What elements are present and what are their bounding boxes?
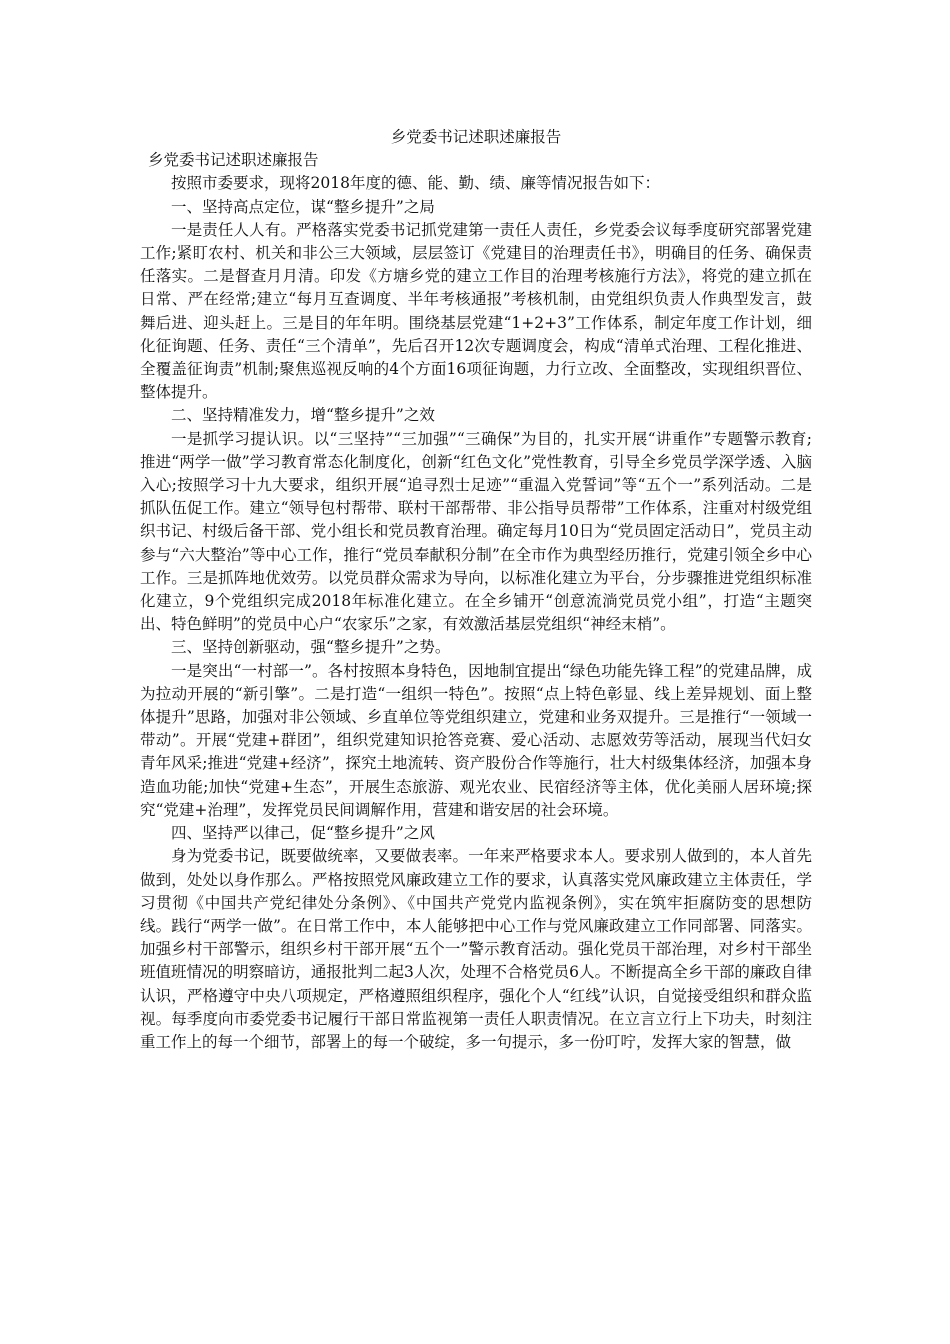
section-heading-1: 一、坚持高点定位，谋“整乡提升”之局 <box>171 197 435 216</box>
document-body <box>140 126 812 1054</box>
section-heading-3: 三、坚持创新驱动，强“整乡提升”之势。 <box>171 638 451 657</box>
section-heading-4: 四、坚持严以律己，促“整乡提升”之风 <box>171 824 435 843</box>
section-body-2: 一是抓学习提认识。以“三坚持”“三加强”“三确保”为目的，扎实开展“讲重作”专题警示教育;推进“两学一做”学习教育常态化制度化，创新“红色文化”党性教育，引导全乡党员学深学透、入脑入心;按照学习十九大要求，组织开展“追寻烈士足迹”“重温入党誓词”等“五个一”系列活动。二是抓队伍促工作。建立“领导包村帮带、联村干部帮带、非公指导员帮带”工作体系，注重对村级党组织书记、村级后备干部、党小组长和党员教育治理。确定每月10日为“党员固定活动日”，党员主动参与“六大整治”等中心工作，推行“党员奉献积分制”在全市作为典型经历推行，党建引领全乡中心工作。三是抓阵地优效劳。以党员群众需求为导向，以标准化建立为平台，分步骤推进党组织标准化建立，9个党组织完成2018年标准化建立。在全乡铺开“创意流淌党员党小组”，打造“主题突出、特色鲜明”的党员中心户“农家乐”之家，有效激活基层党组织“神经末梢”。 <box>140 429 812 634</box>
section-body-3: 一是突出“一村部一”。各村按照本身特色，因地制宜提出“绿色功能先锋工程”的党建品牌，成为拉动开展的“新引擎”。二是打造“一组织一特色”。按照“点上特色彰显、线上差异规划、面上整体提升”思路，加强对非公领域、乡直单位等党组织建立，党建和业务双提升。三是推行“一领域一带动”。开展“党建+群团”，组织党建知识抢答竞赛、爱心活动、志愿效劳等活动，展现当代妇女青年风采;推进“党建+经济”，探究土地流转、资产股份合作等施行，壮大村级集体经济，加强本身造血功能;加快“党建+生态”，开展生态旅游、观光农业、民宿经济等主体，优化美丽人居环境;探究“党建+治理”，发挥党员民间调解作用，营建和谐安居的社会环境。 <box>140 661 812 819</box>
document-title: 乡党委书记述职述廉报告 <box>390 128 562 146</box>
document-subtitle: 乡党委书记述职述廉报告 <box>148 151 319 170</box>
section-heading-2: 二、坚持精准发力，增“整乡提升”之效 <box>171 406 435 425</box>
section-body-1: 一是责任人人有。严格落实党委书记抓党建第一责任人责任，乡党委会议每季度研究部署党建工作;紧盯农村、机关和非公三大领域，层层签订《党建目的治理责任书》，明确目的任务、确保责任落实。二是督查月月清。印发《方塘乡党的建立工作目的治理考核施行方法》，将党的建立抓在日常、严在经常;建立“每月互查调度、半年考核通报”考核机制，由党组织负责人作典型发言，鼓舞后进、迎头赶上。三是目的年年明。围绕基层党建“1+2+3”工作体系，制定年度工作计划，细化征询题、任务、责任“三个清单”，先后召开12次专题调度会，构成“清单式治理、工程化推进、全覆盖征询责”机制;聚焦巡视反响的4个方面16项征询题，力行立改、全面整改，实现组织晋位、整体提升。 <box>140 220 812 402</box>
intro-paragraph: 按照市委要求，现将2018年度的德、能、勤、绩、廉等情况报告如下： <box>171 174 660 193</box>
section-body-4: 身为党委书记，既要做统率，又要做表率。一年来严格要求本人。要求别人做到的，本人首先做到，处处以身作那么。严格按照党风廉政建立工作的要求，认真落实党风廉政建立主体责任，学习贯彻《中国共产党纪律处分条例》、《中国共产党党内监视条例》，实在筑牢拒腐防变的思想防线。践行“两学一做”。在日常工作中，本人能够把中心工作与党风廉政建立工作同部署、同落实。加强乡村干部警示，组织乡村干部开展“五个一”警示教育活动。强化党员干部治理，对乡村干部坐班值班情况的明察暗访，通报批判二起3人次，处理不合格党员6人。不断提高全乡干部的廉政自律认识，严格遵守中央八项规定，严格遵照组织程序，强化个人“红线”认识，自觉接受组织和群众监视。每季度向市委党委书记履行干部日常监视第一责任人职责情况。在立言立行上下功夫，时刻注重工作上的每一个细节，部署上的每一个破绽，多一句提示，多一份叮咛，发挥大家的智慧，做 <box>140 847 812 1051</box>
